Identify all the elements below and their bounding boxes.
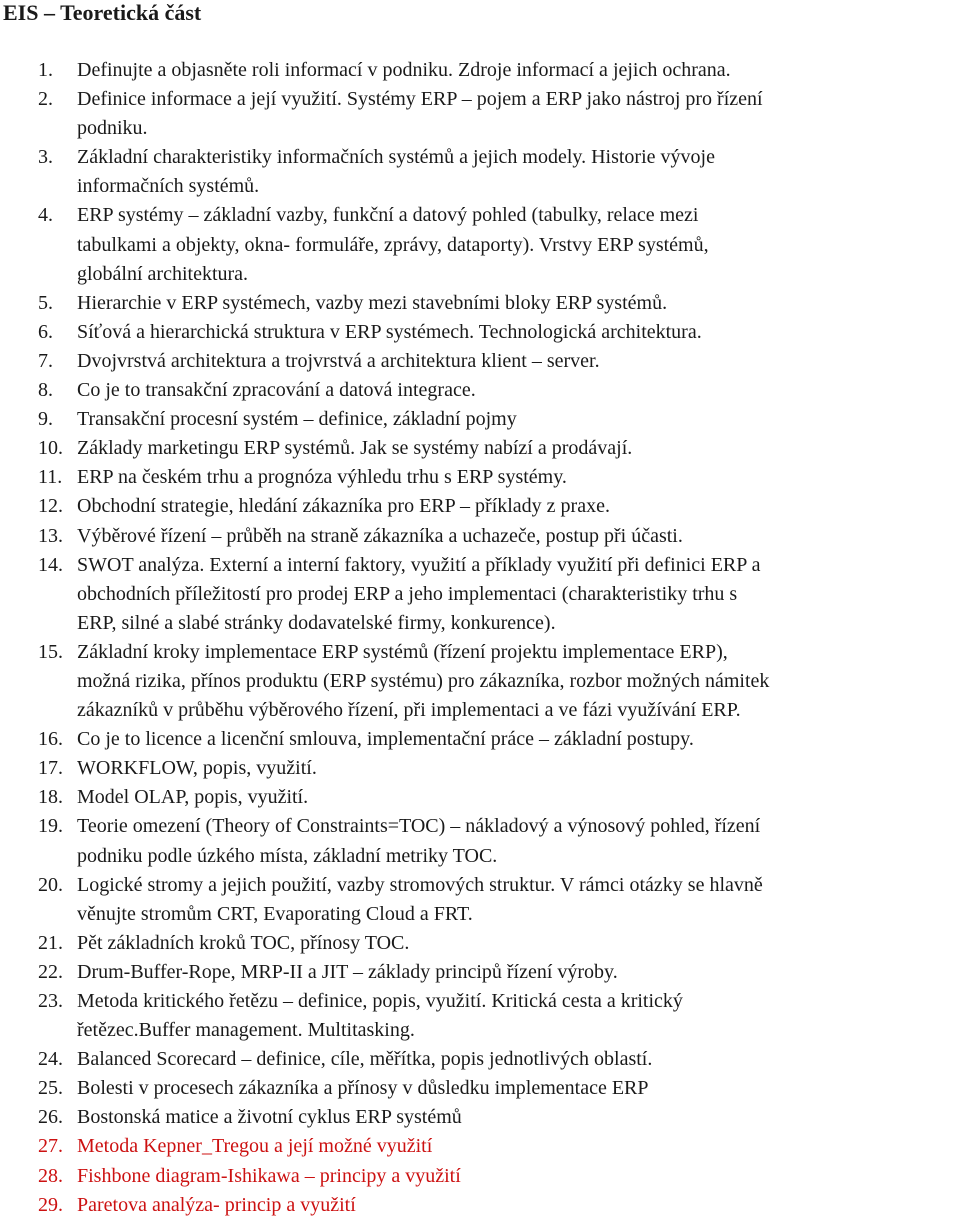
question-text-line: Paretova analýza- princip a využití <box>77 1193 356 1216</box>
question-text-line: WORKFLOW, popis, využití. <box>77 757 317 780</box>
question-text-line: Transakční procesní systém – definice, základní pojmy <box>77 408 517 431</box>
question-item <box>0 347 960 376</box>
question-number: 6. <box>38 320 53 343</box>
question-item <box>0 871 960 929</box>
question-number: 12. <box>38 495 63 518</box>
question-number: 15. <box>38 640 63 663</box>
question-item <box>0 725 960 754</box>
question-item <box>0 754 960 783</box>
question-item <box>0 783 960 812</box>
question-text-line: Balanced Scorecard – definice, cíle, měřítka, popis jednotlivých oblastí. <box>77 1048 653 1071</box>
question-item <box>0 929 960 958</box>
question-text-line: Logické stromy a jejich použití, vazby stromových struktur. V rámci otázky se hlavně <box>77 873 763 896</box>
question-number: 7. <box>38 349 53 372</box>
question-text-line: Základní charakteristiky informačních systémů a jejich modely. Historie vývoje <box>77 146 715 169</box>
question-number: 14. <box>38 553 63 576</box>
question-text-line: věnujte stromům CRT, Evaporating Cloud a FRT. <box>77 902 473 925</box>
question-number: 25. <box>38 1077 63 1100</box>
question-item <box>0 958 960 987</box>
question-text-line: SWOT analýza. Externí a interní faktory, využití a příklady využití při definici ERP a <box>77 553 761 576</box>
question-item <box>0 1103 960 1132</box>
question-text-line: Síťová a hierarchická struktura v ERP systémech. Technologická architektura. <box>77 320 702 343</box>
question-number: 22. <box>38 960 63 983</box>
question-text-line: Co je to transakční zpracování a datová integrace. <box>77 379 476 402</box>
question-text-line: tabulkami a objekty, okna- formuláře, zprávy, dataporty). Vrstvy ERP systémů, <box>77 233 709 256</box>
question-number: 29. <box>38 1193 63 1216</box>
question-text-line: Metoda Kepner_Tregou a její možné využití <box>77 1135 433 1158</box>
question-text-line: Definujte a objasněte roli informací v podniku. Zdroje informací a jejich ochrana. <box>77 59 731 81</box>
question-text-line: globální architektura. <box>77 262 249 285</box>
question-item <box>0 522 960 551</box>
question-text-line: Metoda kritického řetězu – definice, popis, využití. Kritická cesta a kritický <box>77 990 683 1012</box>
question-list <box>0 56 960 1220</box>
question-text-line: Základy marketingu ERP systémů. Jak se systémy nabízí a prodávají. <box>77 437 633 460</box>
question-text-line: ERP na českém trhu a prognóza výhledu trhu s ERP systémy. <box>77 466 567 489</box>
question-text-line: Teorie omezení (Theory of Constraints=TOC) – nákladový a výnosový pohled, řízení <box>77 815 761 838</box>
question-number: 3. <box>38 146 53 169</box>
question-item <box>0 143 960 201</box>
question-number: 20. <box>38 873 63 896</box>
question-item <box>0 1162 960 1191</box>
question-text-line: ERP systémy – základní vazby, funkční a datový pohled (tabulky, relace mezi <box>77 204 699 227</box>
question-number: 19. <box>38 815 63 838</box>
question-number: 10. <box>38 437 63 460</box>
question-text-line: Bolesti v procesech zákazníka a přínosy v důsledku implementace ERP <box>77 1077 649 1100</box>
question-text-line: Základní kroky implementace ERP systémů (řízení projektu implementace ERP), <box>77 640 728 663</box>
question-text-line: informačních systémů. <box>77 175 260 198</box>
question-text-line: Výběrové řízení – průběh na straně zákazníka a uchazeče, postup při účasti. <box>77 524 683 547</box>
question-number: 5. <box>38 291 53 314</box>
question-number: 11. <box>38 466 63 489</box>
question-text-line: Fishbone diagram-Ishikawa – principy a využití <box>77 1164 461 1187</box>
question-number: 28. <box>38 1164 63 1187</box>
question-text-line: podniku. <box>77 117 148 140</box>
question-text-line: zákazníků v průběhu výběrového řízení, při implementaci a ve fázi využívání ERP. <box>77 699 741 722</box>
question-number: 13. <box>38 524 63 547</box>
question-item <box>0 201 960 288</box>
question-number: 8. <box>38 379 53 402</box>
question-item <box>0 289 960 318</box>
question-text-line: Dvojvrstvá architektura a trojvrstvá a architektura klient – server. <box>77 349 600 372</box>
question-item <box>0 812 960 870</box>
question-text-line: Hierarchie v ERP systémech, vazby mezi stavebními bloky ERP systémů. <box>77 291 668 314</box>
question-text-line: Pět základních kroků TOC, přínosy TOC. <box>77 931 410 954</box>
question-text-line: Co je to licence a licenční smlouva, implementační práce – základní postupy. <box>77 728 694 751</box>
question-text-line: podniku podle úzkého místa, základní metriky TOC. <box>77 844 498 867</box>
question-text-line: obchodních příležitostí pro prodej ERP a jeho implementaci (charakteristiky trhu s <box>77 582 738 605</box>
question-number: 17. <box>38 757 63 780</box>
question-item <box>0 405 960 434</box>
question-item <box>0 1191 960 1220</box>
question-item <box>0 318 960 347</box>
question-text-line: Bostonská matice a životní cyklus ERP systémů <box>77 1106 462 1129</box>
question-text-line: Obchodní strategie, hledání zákazníka pro ERP – příklady z praxe. <box>77 495 610 518</box>
question-item <box>0 463 960 492</box>
question-text-line: Drum-Buffer-Rope, MRP-II a JIT – základy principů řízení výroby. <box>77 960 618 983</box>
question-number: 9. <box>38 408 53 431</box>
question-number: 18. <box>38 786 63 809</box>
question-item <box>0 551 960 638</box>
question-number: 4. <box>38 204 53 227</box>
question-number: 26. <box>38 1106 63 1129</box>
question-item <box>0 376 960 405</box>
question-text-line: Definice informace a její využití. Systémy ERP – pojem a ERP jako nástroj pro řízení <box>77 88 763 111</box>
question-item <box>0 1045 960 1074</box>
question-item <box>0 1074 960 1103</box>
page-title: EIS – Teoretická část <box>3 0 202 25</box>
question-number: 2. <box>38 88 53 111</box>
question-item <box>0 434 960 463</box>
question-item <box>0 56 960 85</box>
question-text-line: ERP, silné a slabé stránky dodavatelské firmy, konkurence). <box>77 611 556 634</box>
question-number: 21. <box>38 931 63 954</box>
question-number: 27. <box>38 1135 63 1158</box>
question-item <box>0 492 960 521</box>
question-text-line: řetězec.Buffer management. Multitasking. <box>77 1019 415 1042</box>
question-number: 16. <box>38 728 63 751</box>
question-item <box>0 1132 960 1161</box>
question-text-line: Model OLAP, popis, využití. <box>77 786 309 809</box>
question-item <box>0 638 960 725</box>
question-text-line: možná rizika, přínos produktu (ERP systému) pro zákazníka, rozbor možných námitek <box>77 669 770 692</box>
question-number: 1. <box>38 59 53 81</box>
question-number: 23. <box>38 990 63 1012</box>
question-item <box>0 85 960 143</box>
question-item <box>0 987 960 1045</box>
question-number: 24. <box>38 1048 63 1071</box>
